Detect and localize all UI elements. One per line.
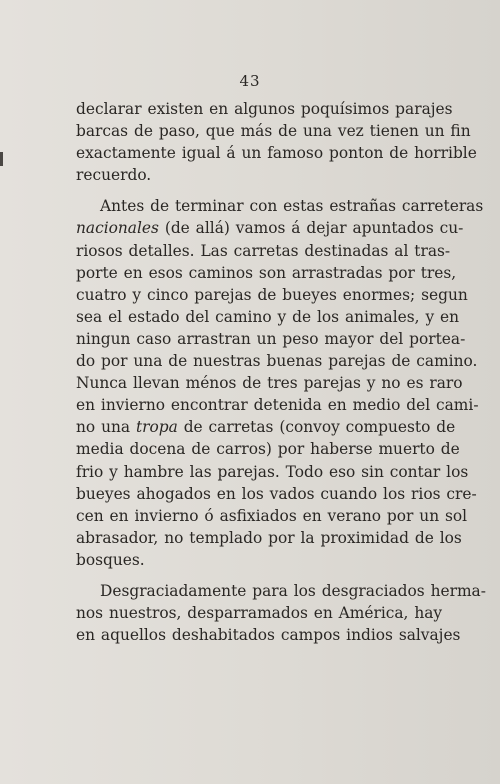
text-line: recuerdo. bbox=[76, 166, 152, 185]
text-line: no una tropa de carretas (convoy compuesto de bbox=[76, 418, 456, 437]
text-line: nacionales (de allá) vamos á dejar apuntados cu- bbox=[76, 219, 464, 238]
text-line: Desgraciadamente para los desgraciados herma- bbox=[100, 581, 486, 600]
text-line: frio y hambre las parejas. Todo eso sin contar los bbox=[76, 462, 469, 481]
paragraph-2 bbox=[76, 195, 484, 571]
text-line: abrasador, no templado por la proximidad de los bbox=[76, 528, 462, 547]
text-line: en invierno encontrar detenida en medio del cami- bbox=[76, 396, 479, 415]
page-edge-mark bbox=[0, 152, 3, 166]
text-line: en aquellos deshabitados campos indios salvajes bbox=[76, 626, 461, 645]
text-line: do por una de nuestras buenas parejas de camino. bbox=[76, 352, 478, 371]
text-line: cen en invierno ó asfixiados en verano por un sol bbox=[76, 506, 468, 525]
text-line: bueyes ahogados en los vados cuando los rios cre- bbox=[76, 484, 477, 503]
text-line: riosos detalles. Las carretas destinadas al tras- bbox=[76, 241, 451, 260]
body-text bbox=[76, 98, 486, 646]
text-line: media docena de carros) por haberse muerto de bbox=[76, 440, 460, 459]
paragraph-3 bbox=[76, 580, 486, 646]
text-line: ningun caso arrastran un peso mayor del portea- bbox=[76, 329, 466, 348]
text-line: Antes de terminar con estas estrañas carreteras bbox=[100, 197, 484, 216]
page-number: 43 bbox=[239, 72, 261, 90]
text-line: bosques. bbox=[76, 550, 145, 569]
text-line: sea el estado del camino y de los animales, y en bbox=[76, 307, 460, 326]
text-line: Nunca llevan ménos de tres parejas y no es raro bbox=[76, 374, 463, 393]
text-line: declarar existen en algunos poquísimos parajes bbox=[76, 100, 453, 118]
text-line: nos nuestros, desparramados en América, hay bbox=[76, 604, 443, 623]
text-line: porte en esos caminos son arrastradas por tres, bbox=[76, 263, 457, 282]
text-line: cuatro y cinco parejas de bueyes enormes; segun bbox=[76, 285, 468, 304]
text-line: exactamente igual á un famoso ponton de horrible bbox=[76, 144, 477, 163]
paragraph-1 bbox=[76, 98, 477, 186]
text-line: barcas de paso, que más de una vez tienen un fin bbox=[76, 122, 471, 141]
